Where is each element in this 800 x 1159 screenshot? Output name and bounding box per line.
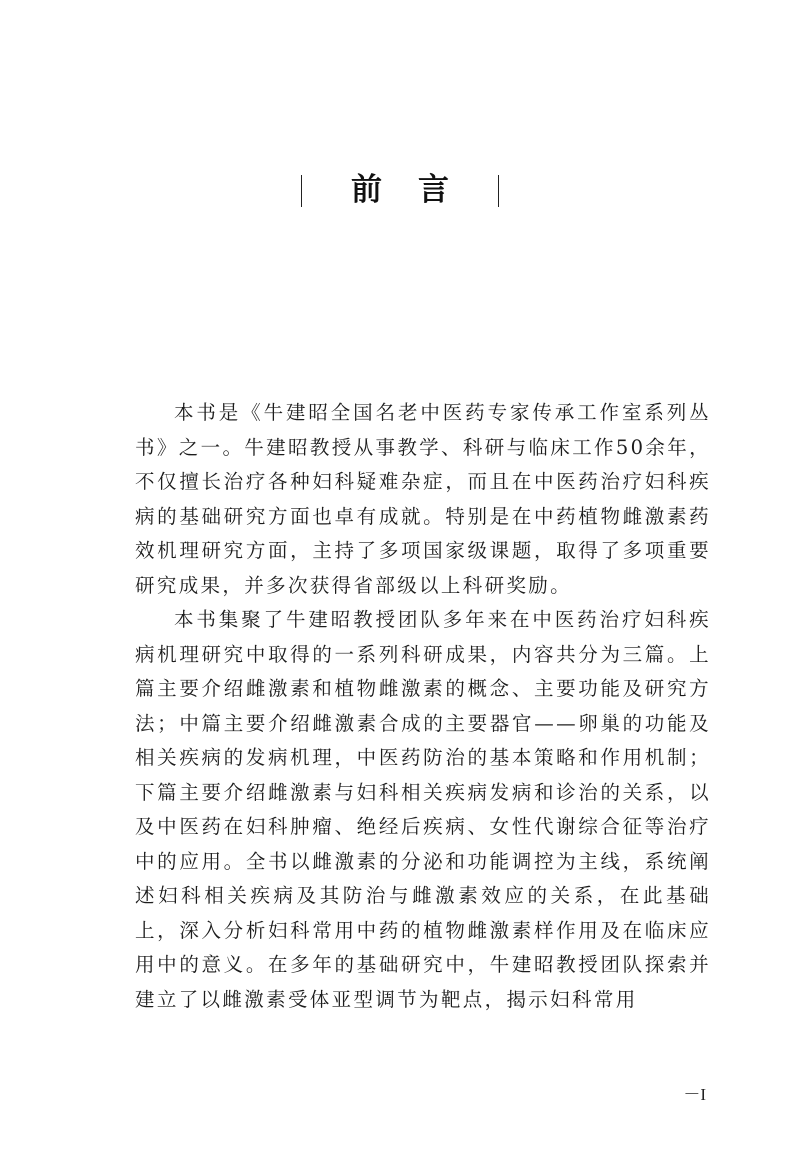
page-title-text: 前言 <box>351 172 485 208</box>
title-left-bar <box>301 175 302 207</box>
title-right-bar <box>498 175 499 207</box>
page-title <box>301 168 499 212</box>
paragraph-1: 本书是《牛建昭全国名老中医药专家传承工作室系列丛书》之一。牛建昭教授从事教学、科研与临床工作50余年，不仅擅长治疗各种妇科疑难杂症，而且在中医药治疗妇科疾病的基础研究方面也卓有成就。特别是在中药植物雌激素药效机理研究方面，主持了多项国家级课题，取得了多项重要研究成果，并多次获得省部级以上科研奖励。 <box>135 401 711 597</box>
page-number: －I <box>683 1085 706 1104</box>
title-area <box>0 168 800 212</box>
paragraph-2: 本书集聚了牛建昭教授团队多年来在中医药治疗妇科疾病机理研究中取得的一系列科研成果，内容共分为三篇。上篇主要介绍雌激素和植物雌激素的概念、主要功能及研究方法；中篇主要介绍雌激素合成的主要器官——卵巢的功能及相关疾病的发病机理，中医药防治的基本策略和作用机制；下篇主要介绍雌激素与妇科相关疾病发病和诊治的关系，以及中医药在妇科肿瘤、绝经后疾病、女性代谢综合征等治疗中的应用。全书以雌激素的分泌和功能调控为主线，系统阐述妇科相关疾病及其防治与雌激素效应的关系，在此基础上，深入分析妇科常用中药的植物雌激素样作用及在临床应用中的意义。在多年的基础研究中，牛建昭教授团队探索并建立了以雌激素受体亚型调节为靶点，揭示妇科常用 <box>135 608 711 1011</box>
preface-body <box>135 396 711 1017</box>
